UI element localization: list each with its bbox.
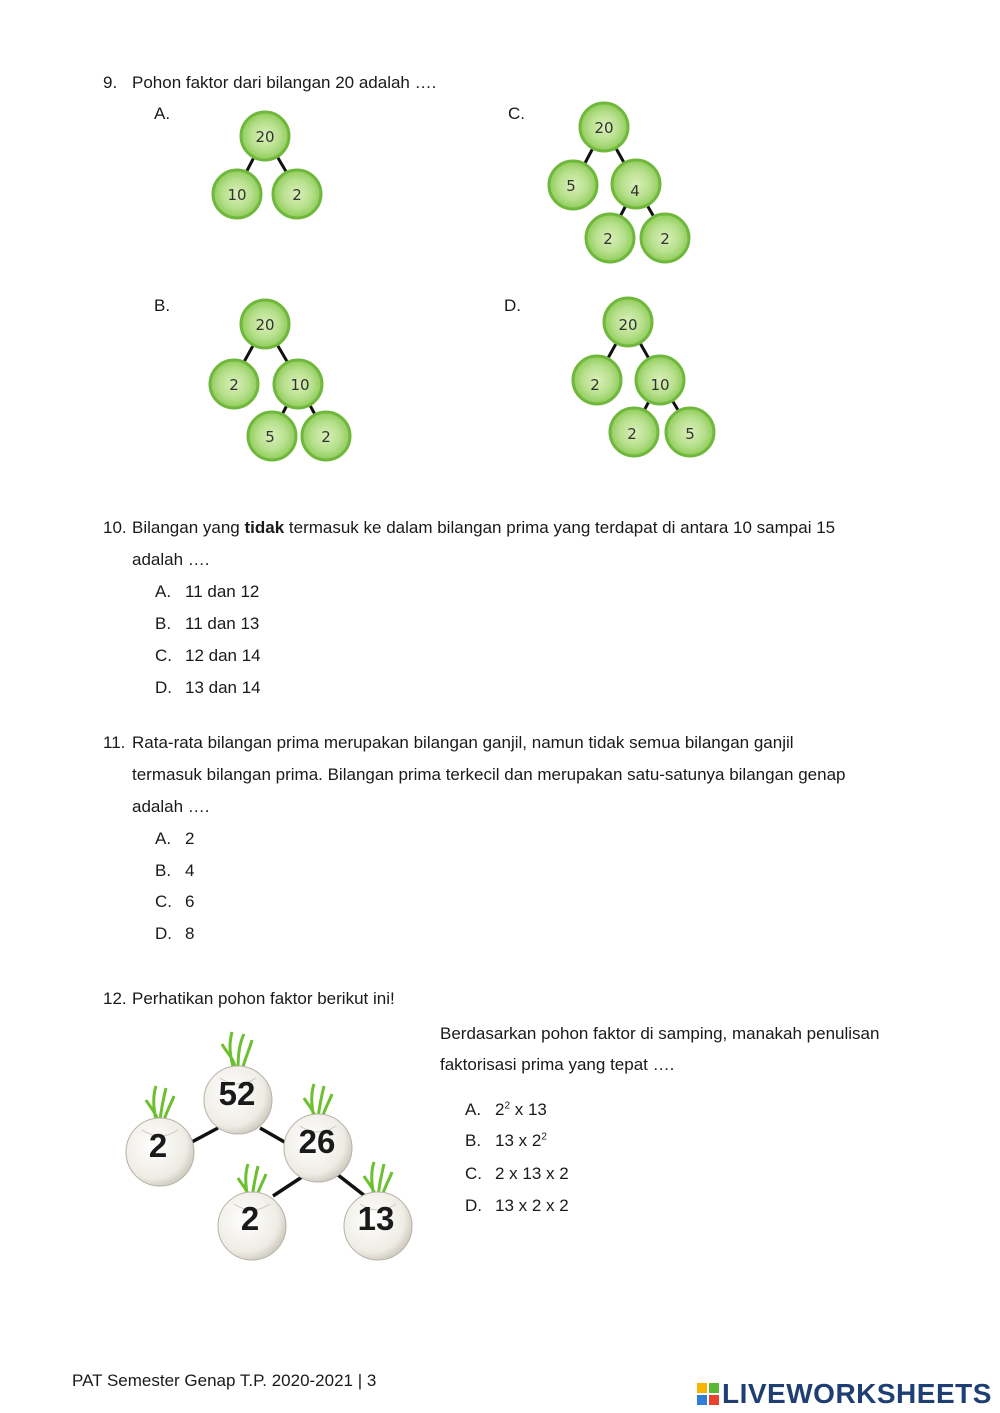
cucumber-slice-icon xyxy=(248,412,296,460)
cucumber-slice-icon xyxy=(610,408,658,456)
q10-option-b[interactable] xyxy=(155,614,260,634)
cucumber-slice-icon xyxy=(210,360,258,408)
q10-number: 10. xyxy=(103,518,127,537)
q9-tree-a xyxy=(213,112,321,218)
q10-option-c-text: 12 dan 14 xyxy=(185,646,261,665)
q9-tree-c-grandchild-2: 2 xyxy=(660,230,670,248)
cucumber-slice-icon xyxy=(580,103,628,151)
q12-option-c-text: 2 x 13 x 2 xyxy=(495,1164,569,1183)
q10-question-text-line2: adalah …. xyxy=(132,550,210,569)
cucumber-slice-icon xyxy=(641,214,689,262)
q12-tree-left: 2 xyxy=(148,1127,168,1164)
q12-option-d-letter: D. xyxy=(465,1196,482,1215)
q11-option-d[interactable] xyxy=(155,924,195,944)
q12-tree-root: 52 xyxy=(218,1075,256,1112)
q9-tree-d-grandchild-1: 2 xyxy=(627,425,637,443)
q11-option-a[interactable] xyxy=(155,829,195,849)
q11-option-b-letter: B. xyxy=(155,861,172,880)
cucumber-slice-icon xyxy=(636,356,684,404)
q10-option-d-letter: D. xyxy=(155,678,172,697)
q10-question-text xyxy=(132,518,835,538)
q9-tree-c-grandchild-1: 2 xyxy=(603,230,613,248)
liveworksheets-logo[interactable] xyxy=(697,1378,992,1410)
q10-option-b-letter: B. xyxy=(155,614,172,633)
q9-tree-a-child-1: 10 xyxy=(227,186,247,204)
q9-tree-b-grandchild-1: 5 xyxy=(265,428,275,446)
q12-onion-factor-tree xyxy=(110,1030,430,1270)
q9-tree-b-child-1: 2 xyxy=(229,376,239,394)
liveworksheets-logo-text: LIVEWORKSHEETS xyxy=(722,1378,992,1409)
q9-tree-d-grandchild-2: 5 xyxy=(685,425,695,443)
q12-option-a[interactable] xyxy=(465,1100,547,1120)
q10-option-c-letter: C. xyxy=(155,646,172,665)
q11-question-line-1: Rata-rata bilangan prima merupakan bilangan ganjil, namun tidak semua bilangan ganjil xyxy=(132,733,794,752)
q10-option-c[interactable] xyxy=(155,646,261,666)
q9-tree-b-grandchild-2: 2 xyxy=(321,428,331,446)
q12-number: 12. xyxy=(103,989,127,1008)
page-footer: PAT Semester Genap T.P. 2020-2021 | 3 xyxy=(72,1371,377,1390)
q9-tree-a-child-2: 2 xyxy=(292,186,302,204)
q10-option-a[interactable] xyxy=(155,582,260,602)
q12-option-d-text: 13 x 2 x 2 xyxy=(495,1196,569,1215)
q9-option-c-letter[interactable]: C. xyxy=(508,104,525,123)
cucumber-slice-icon xyxy=(612,160,660,208)
q11-option-a-letter: A. xyxy=(155,829,172,848)
cucumber-slice-icon xyxy=(302,412,350,460)
q12-option-a-letter: A. xyxy=(465,1100,482,1119)
cucumber-slice-icon xyxy=(666,408,714,456)
q9-tree-a-root: 20 xyxy=(255,128,275,146)
q9-tree-b-child-2: 10 xyxy=(290,376,310,394)
q9-option-b-letter[interactable]: B. xyxy=(154,296,171,315)
q12-tree-bottom-left: 2 xyxy=(240,1200,260,1237)
q9-tree-d-child-2: 10 xyxy=(650,376,670,394)
q9-tree-d-root: 20 xyxy=(618,316,638,334)
q9-number: 9. xyxy=(103,73,118,92)
onion-icon xyxy=(284,1084,352,1182)
cucumber-slice-icon xyxy=(241,300,289,348)
q12-tree-mid: 26 xyxy=(298,1123,336,1160)
q11-option-c-letter: C. xyxy=(155,892,172,911)
q9-question-text: Pohon faktor dari bilangan 20 adalah …. xyxy=(132,73,437,92)
cucumber-slice-icon xyxy=(274,360,322,408)
q11-option-a-text: 2 xyxy=(185,829,195,848)
q9-tree-c-root: 20 xyxy=(594,119,614,137)
q9-tree-d-child-1: 2 xyxy=(590,376,600,394)
onion-icon xyxy=(126,1086,194,1186)
q12-tree-bottom-right: 13 xyxy=(357,1200,395,1237)
cucumber-slice-icon xyxy=(549,161,597,209)
q9-tree-c-child-1: 5 xyxy=(566,177,576,195)
q10-text-post: termasuk ke dalam bilangan prima yang terdapat di antara 10 sampai 15 xyxy=(284,518,836,537)
q12-side-text-line-2: faktorisasi prima yang tepat …. xyxy=(440,1055,675,1074)
q12-option-a-exponent: 2 xyxy=(504,1100,511,1112)
q11-option-c-text: 6 xyxy=(185,892,195,911)
q11-question-line-2: termasuk bilangan prima. Bilangan prima terkecil dan merupakan satu-satunya bilangan genap xyxy=(132,765,846,784)
q12-option-b[interactable] xyxy=(465,1131,547,1151)
q9-option-d-letter[interactable]: D. xyxy=(504,296,521,315)
q12-question-text: Perhatikan pohon faktor berikut ini! xyxy=(132,989,395,1008)
onion-icon xyxy=(204,1032,272,1134)
q11-question-line-3: adalah …. xyxy=(132,797,210,816)
q10-option-a-text: 11 dan 12 xyxy=(185,582,260,601)
q9-tree-b-root: 20 xyxy=(255,316,275,334)
q10-option-d-text: 13 dan 14 xyxy=(185,678,261,697)
q11-option-d-text: 8 xyxy=(185,924,195,943)
q12-option-b-base: 13 x 2 xyxy=(495,1131,542,1150)
q10-option-b-text: 11 dan 13 xyxy=(185,614,260,633)
q9-tree-b xyxy=(210,300,350,460)
cucumber-slice-icon xyxy=(213,170,261,218)
q10-text-bold: tidak xyxy=(244,518,285,537)
q11-option-b[interactable] xyxy=(155,861,195,881)
onion-icon xyxy=(218,1164,286,1260)
onion-icon xyxy=(344,1162,412,1260)
q9-tree-c-child-2: 4 xyxy=(630,182,640,200)
cucumber-slice-icon xyxy=(273,170,321,218)
q9-option-a-letter[interactable]: A. xyxy=(154,104,171,123)
q12-side-text-line-1: Berdasarkan pohon faktor di samping, manakah penulisan xyxy=(440,1024,880,1043)
q9-tree-d xyxy=(573,298,714,456)
q12-option-c-letter: C. xyxy=(465,1164,482,1183)
q10-option-d[interactable] xyxy=(155,678,261,698)
q11-option-c[interactable] xyxy=(155,892,195,912)
q12-option-a-rest: x 13 xyxy=(510,1100,547,1119)
q11-option-b-text: 4 xyxy=(185,861,195,880)
q10-text-pre: Bilangan yang xyxy=(132,518,245,537)
cucumber-slice-icon xyxy=(604,298,652,346)
q12-option-b-exponent: 2 xyxy=(541,1131,547,1143)
q12-option-d[interactable] xyxy=(465,1196,569,1216)
q9-factor-trees xyxy=(0,0,1000,480)
cucumber-slice-icon xyxy=(586,214,634,262)
q12-option-a-base: 2 xyxy=(495,1100,505,1119)
q9-tree-c xyxy=(549,103,689,262)
q12-option-b-letter: B. xyxy=(465,1131,482,1150)
cucumber-slice-icon xyxy=(573,356,621,404)
q12-option-c[interactable] xyxy=(465,1164,569,1184)
q10-option-a-letter: A. xyxy=(155,582,172,601)
liveworksheets-logo-icon xyxy=(697,1383,719,1405)
q11-option-d-letter: D. xyxy=(155,924,172,943)
cucumber-slice-icon xyxy=(241,112,289,160)
q11-number: 11. xyxy=(103,733,126,752)
